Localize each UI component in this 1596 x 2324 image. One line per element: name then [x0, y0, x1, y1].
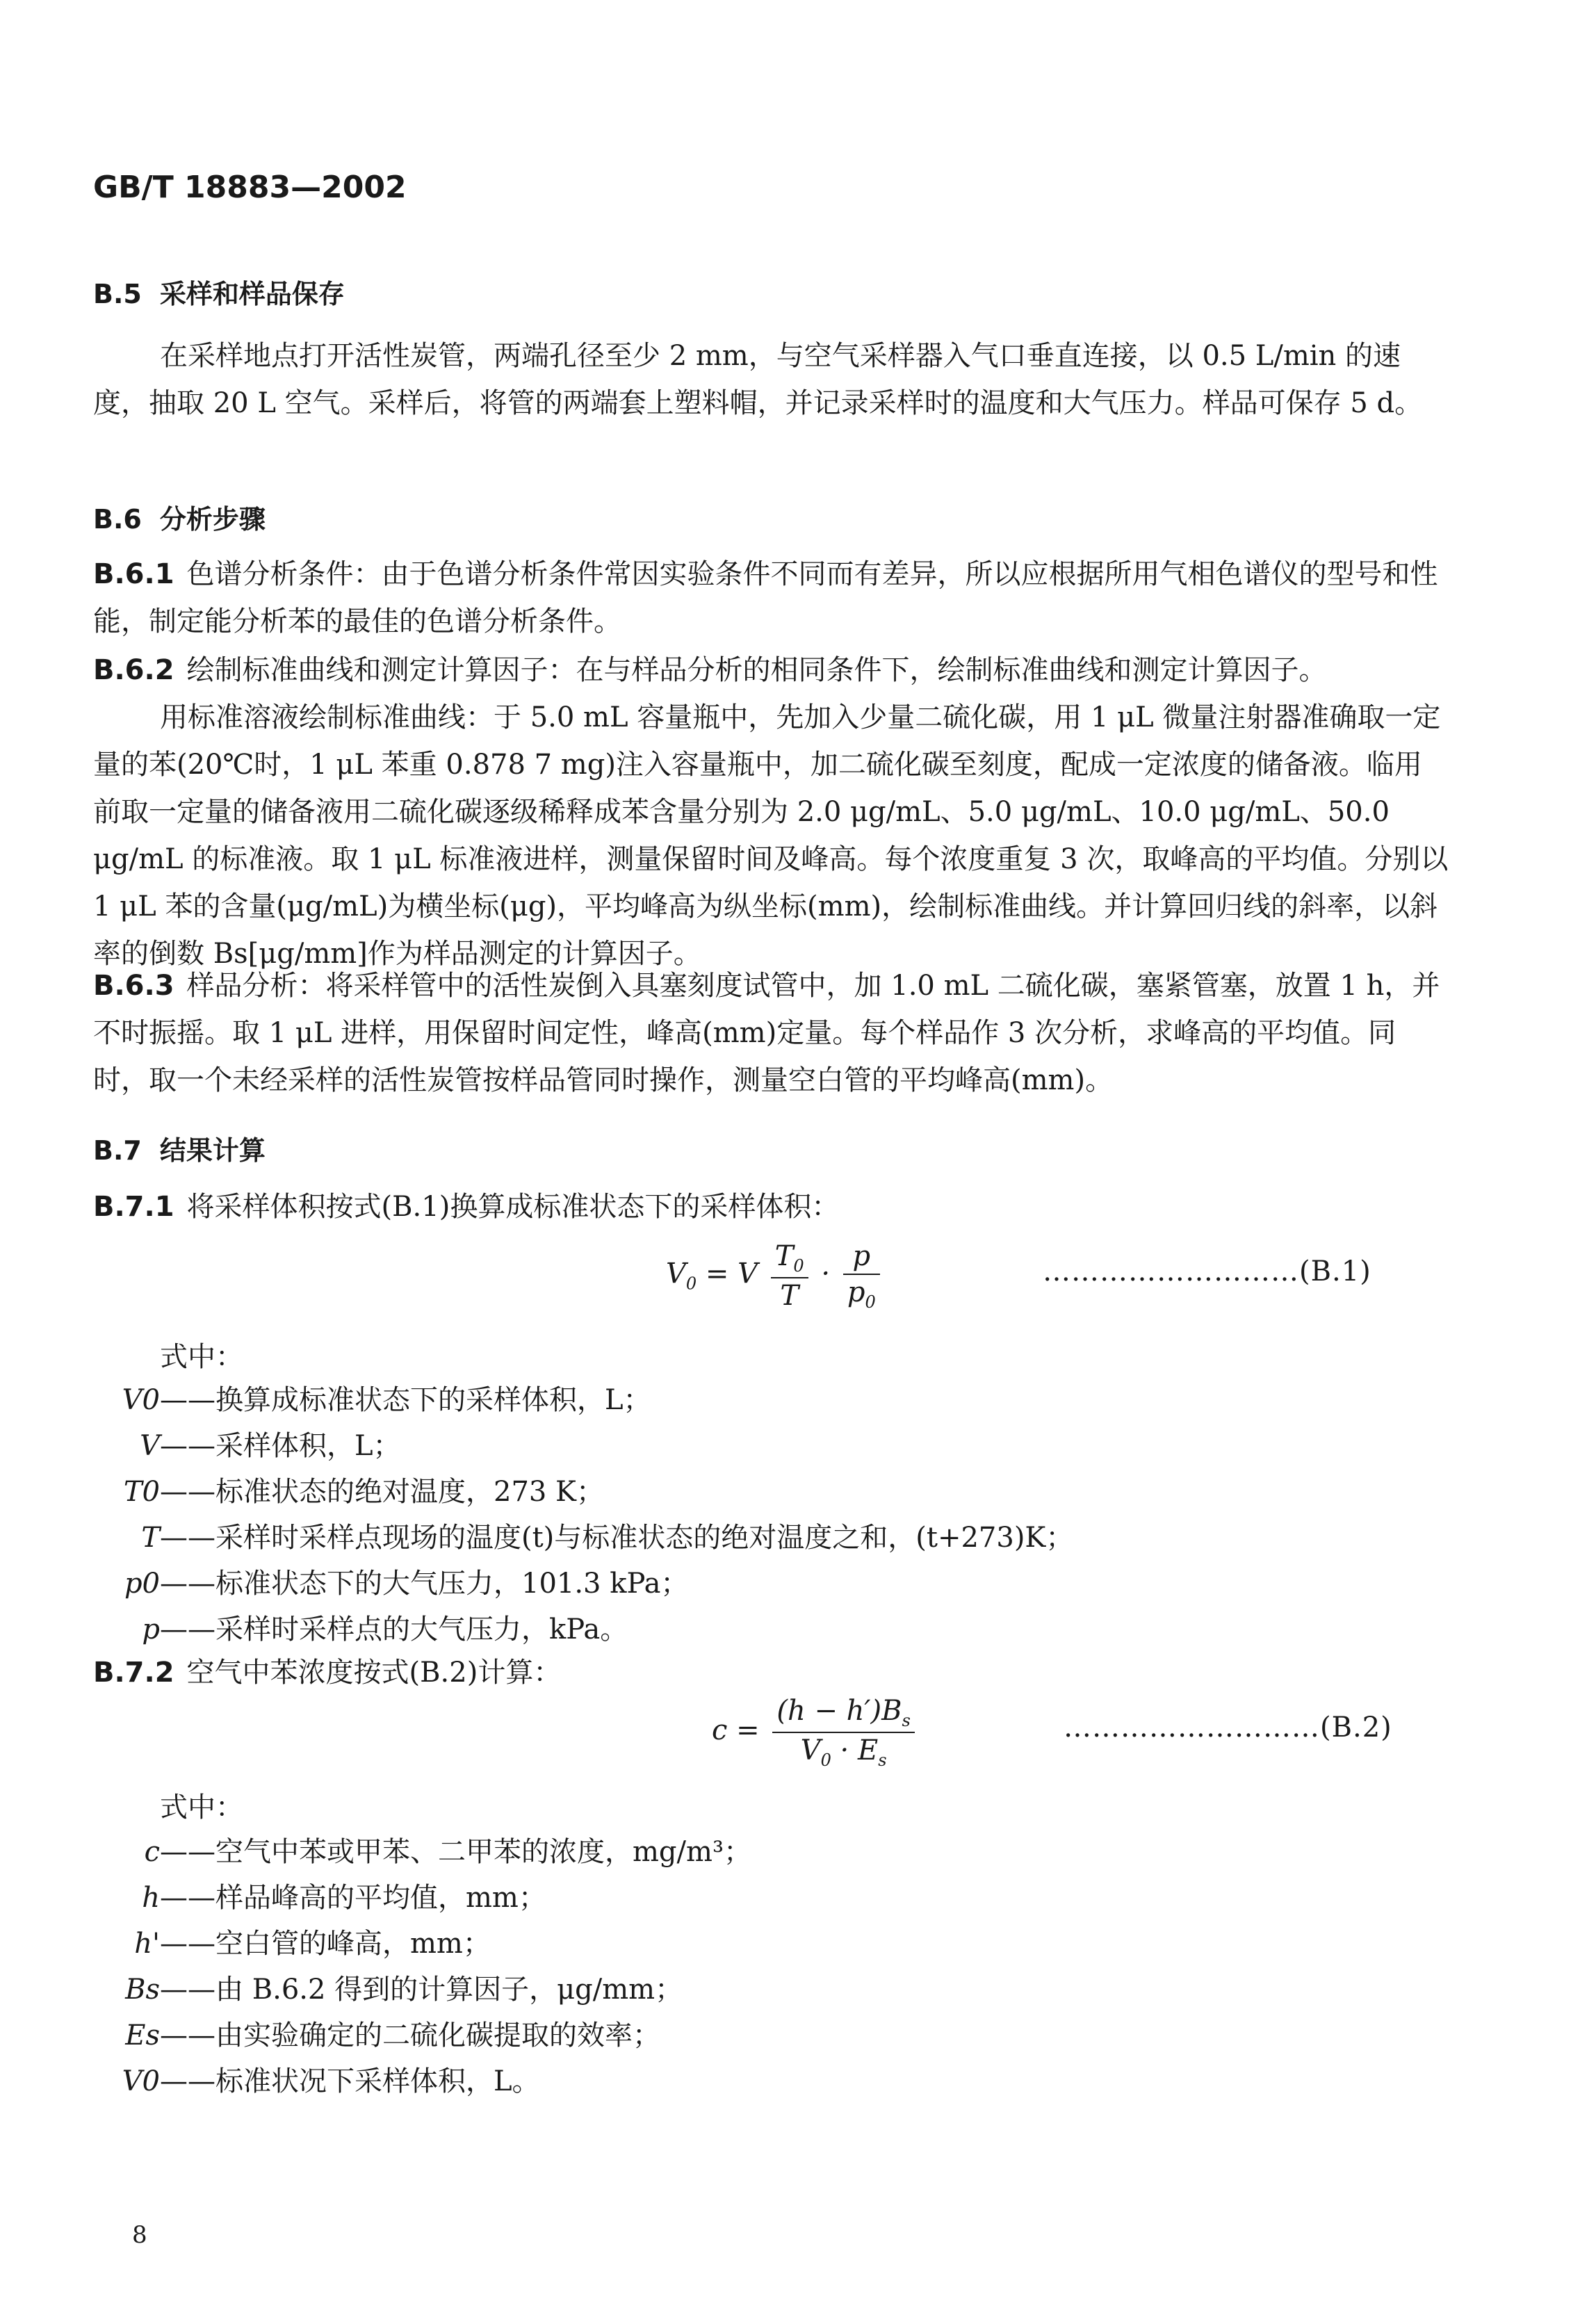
definition-row [104, 2013, 660, 2053]
clause-text: 将采样体积按式(B.1)换算成标准状态下的采样体积： [186, 1191, 840, 1223]
section-number: B.5 [93, 279, 142, 309]
definition-text: ——采样时采样点的大气压力，kPa。 [160, 1614, 628, 1646]
definition-text: ——由 B.6.2 得到的计算因子，μg/mm； [160, 1974, 683, 2006]
clause-number: B.6.3 [93, 970, 174, 1002]
section-heading-b7 [93, 1129, 266, 1167]
formula-label: (B.2) [1320, 1712, 1392, 1744]
standard-number: GB/T 18883—2002 [93, 170, 407, 205]
paragraph-b63 [93, 962, 1449, 1104]
definition-symbol: p0 [124, 1568, 160, 1600]
definition-row [104, 1876, 546, 1915]
clause-number: B.6.2 [93, 654, 174, 686]
clause-number: B.6.1 [93, 558, 174, 590]
formula-label: (B.1) [1299, 1256, 1371, 1287]
definition-row [104, 1378, 651, 1417]
definition-row [104, 1607, 628, 1647]
definition-row [104, 1921, 491, 1961]
formula-b1: $V_0 = V$ $\frac{T_0}{T}$ · $\frac{p}{p_0}$ [666, 1240, 884, 1312]
definition-symbol: V0 [122, 1384, 160, 1416]
section-title: 采样和样品保存 [159, 279, 345, 309]
definition-text: ——空白管的峰高，mm； [160, 1928, 491, 1960]
formula-b1-label: ………………………(B.1) [1043, 1256, 1371, 1287]
paragraph-b71 [93, 1183, 1449, 1230]
definition-text: ——样品峰高的平均值，mm； [160, 1882, 546, 1914]
definition-symbol: T0 [123, 1476, 160, 1508]
definition-row [104, 1830, 751, 1869]
formula-b2: c = $\frac{(h - h')B_s}{V_0 \cdot E_s}$ [712, 1695, 919, 1770]
definition-symbol: V [140, 1430, 160, 1462]
definition-row [104, 1561, 688, 1601]
clause-text: 样品分析：将采样管中的活性炭倒入具塞刻度试管中，加 1.0 mL 二硫化碳，塞紧管塞，放置 1 h，并不时振摇。取 1 μL 进样，用保留时间定性，峰高(mm)定量。每个样品作 3 次分析，求峰高的平均值。同时，取一个未经采样的活性炭管按样品管同时操作，测量空白管的平均峰高(mm)。 [93, 970, 1440, 1096]
definition-symbol: h' [134, 1928, 160, 1960]
section-number: B.6 [93, 504, 142, 535]
paragraph-b62-procedure: 用标准溶液绘制标准曲线：于 5.0 mL 容量瓶中，先加入少量二硫化碳，用 1 μL 微量注射器准确取一定量的苯(20℃时，1 μL 苯重 0.878 7 mg)注入容量瓶中，加二硫化碳至刻度，配成一定浓度的储备液。临用前取一定量的储备液用二硫化碳逐级稀释成苯含量分别为 2.0 μg/mL、5.0 μg/mL、10.0 μg/mL、50.0 μg/mL 的标准液。取 1 μL 标准液进样，测量保留时间及峰高。每个浓度重复 3 次，取峰高的平均值。分别以 1 μL 苯的含量(μg/mL)为横坐标(μg)，平均峰高为纵坐标(mm)，绘制标准曲线。并计算回归线的斜率，以斜率的倒数 Bs[μg/mm]作为样品测定的计算因子。 [93, 701, 1449, 970]
clause-text: 绘制标准曲线和测定计算因子：在与样品分析的相同条件下，绘制标准曲线和测定计算因子。 [186, 654, 1327, 686]
definition-row [104, 2059, 540, 2099]
definition-text: ——采样体积，L； [160, 1430, 401, 1462]
definition-symbol: h [142, 1882, 160, 1914]
paragraph-b72 [93, 1649, 1449, 1696]
where-label-2: 式中： [160, 1791, 243, 1823]
paragraph-b62 [93, 647, 1449, 694]
definition-symbol: p [142, 1614, 160, 1646]
section-number: B.7 [93, 1135, 142, 1166]
clause-text: 空气中苯浓度按式(B.2)计算： [186, 1657, 562, 1689]
section-heading-b5 [93, 273, 345, 311]
definition-text: ——采样时采样点现场的温度(t)与标准状态的绝对温度之和，(t+273)K； [160, 1522, 1074, 1554]
definition-text: ——标准状态的绝对温度，273 K； [160, 1476, 604, 1508]
definition-text: ——标准状态下的大气压力，101.3 kPa； [160, 1568, 689, 1600]
definition-row [104, 1424, 401, 1463]
section-title: 分析步骤 [159, 504, 266, 535]
formula-b2-label: ………………………(B.2) [1064, 1712, 1392, 1744]
definition-row [104, 1516, 1073, 1555]
page-number: 8 [132, 2221, 147, 2249]
definition-symbol: c [144, 1836, 160, 1868]
paragraph-b61 [93, 551, 1449, 645]
clause-number: B.7.1 [93, 1191, 174, 1223]
where-label-1: 式中： [160, 1341, 243, 1373]
definition-row [104, 1470, 604, 1509]
definition-symbol: T [141, 1522, 160, 1554]
clause-text: 色谱分析条件：由于色谱分析条件常因实验条件不同而有差异，所以应根据所用气相色谱仪的型号和性能，制定能分析苯的最佳的色谱分析条件。 [93, 558, 1438, 637]
definition-text: ——由实验确定的二硫化碳提取的效率； [160, 2020, 660, 2051]
definition-symbol: Es [125, 2020, 160, 2051]
paragraph-b5: 在采样地点打开活性炭管，两端孔径至少 2 mm，与空气采样器入气口垂直连接，以 0.5 L/min 的速度，抽取 20 L 空气。采样后，将管的两端套上塑料帽，并记录采样时的温度和大气压力。样品可保存 5 d。 [93, 340, 1423, 419]
section-heading-b6 [93, 498, 266, 536]
definition-symbol: V0 [122, 2065, 160, 2097]
definition-text: ——换算成标准状态下的采样体积，L； [160, 1384, 651, 1416]
clause-number: B.7.2 [93, 1657, 174, 1689]
section-title: 结果计算 [159, 1135, 266, 1166]
definition-text: ——标准状况下采样体积，L。 [160, 2065, 540, 2097]
definition-text: ——空气中苯或甲苯、二甲苯的浓度，mg/m³； [160, 1836, 751, 1868]
definition-symbol: Bs [125, 1974, 160, 2006]
definition-row [104, 1967, 683, 2007]
